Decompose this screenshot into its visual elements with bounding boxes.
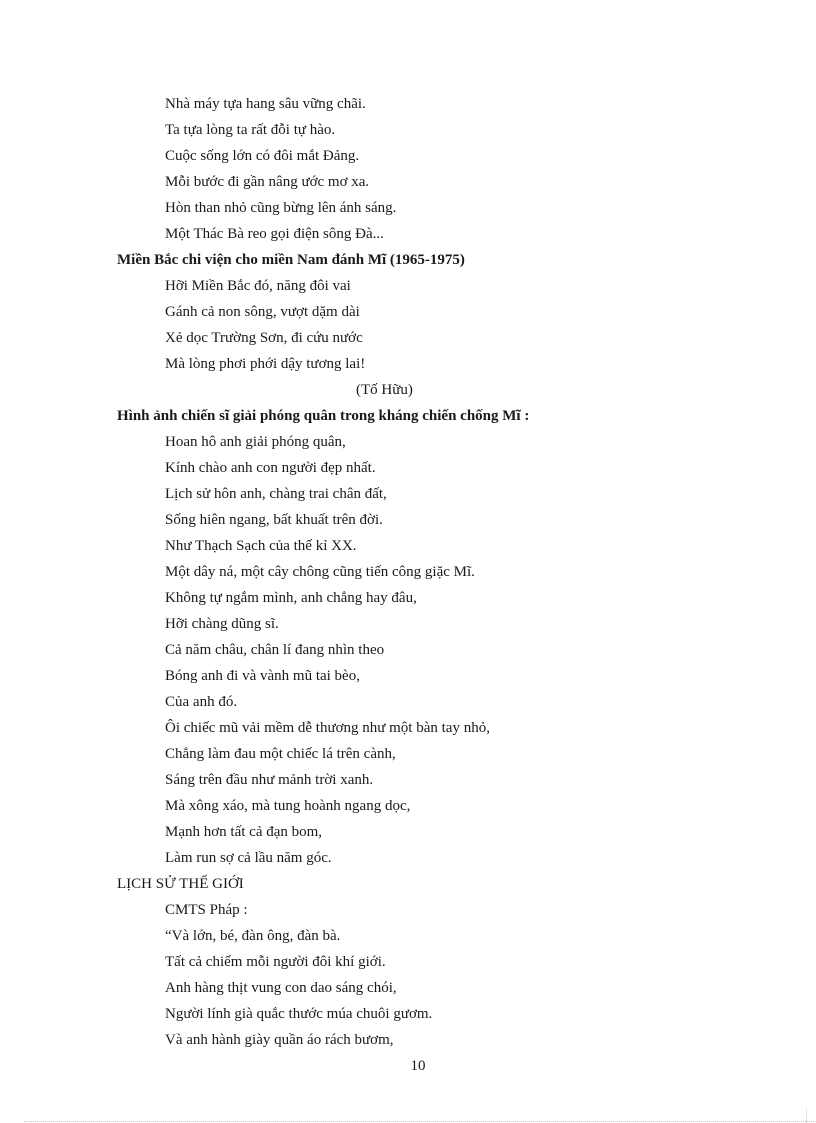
poem-line: Lịch sử hôn anh, chàng trai chân đất, bbox=[165, 486, 387, 502]
poem-line: Mà xông xáo, mà tung hoành ngang dọc, bbox=[165, 798, 411, 814]
poem-line: Ta tựa lòng ta rất đỗi tự hào. bbox=[165, 122, 336, 138]
poem-line: Nhà máy tựa hang sâu vững chãi. bbox=[165, 96, 366, 112]
poem-line: Chẳng làm đau một chiếc lá trên cành, bbox=[165, 746, 396, 762]
poem-line: Hòn than nhỏ cũng bừng lên ánh sáng. bbox=[165, 200, 397, 216]
poem-line: Sáng trên đầu như mảnh trời xanh. bbox=[165, 772, 374, 788]
page-edge-divider bbox=[806, 1108, 807, 1123]
page-number: 10 bbox=[410, 1058, 426, 1074]
poem-line: “Và lớn, bé, đàn ông, đàn bà. bbox=[165, 928, 341, 944]
poem-line: Ôi chiếc mũ vải mềm dễ thương như một bàn tay nhỏ, bbox=[165, 720, 490, 736]
poem-line: Một Thác Bà reo gọi điện sông Đà... bbox=[165, 226, 384, 242]
page-edge-divider bbox=[24, 1121, 816, 1122]
poem-line: Hỡi Miền Bắc đó, năng đôi vai bbox=[165, 278, 351, 294]
poem-line: Và anh hành giày quần áo rách bươm, bbox=[165, 1032, 394, 1048]
poem-line: Mỗi bước đi gần nâng ước mơ xa. bbox=[165, 174, 370, 190]
poem-line: Người lính già quắc thước múa chuôi gươm. bbox=[165, 1006, 433, 1022]
poem-line: Làm run sợ cả lầu năm góc. bbox=[165, 850, 332, 866]
section-heading: Hình ảnh chiến sĩ giải phóng quân trong kháng chiến chống Mĩ : bbox=[117, 408, 530, 424]
poem-line: Gánh cả non sông, vượt dặm dài bbox=[165, 304, 360, 320]
poem-line: Cả năm châu, chân lí đang nhìn theo bbox=[165, 642, 385, 658]
section-heading: Miền Bắc chi viện cho miền Nam đánh Mĩ (1965-1975) bbox=[117, 252, 465, 268]
poem-line: Mà lòng phơi phới dậy tương lai! bbox=[165, 356, 366, 372]
poem-line: Mạnh hơn tất cả đạn bom, bbox=[165, 824, 323, 840]
poem-line: Tất cả chiếm mỗi người đôi khí giới. bbox=[165, 954, 386, 970]
poem-line: Như Thạch Sạch của thế kỉ XX. bbox=[165, 538, 357, 554]
section-heading: LỊCH SỬ THẾ GIỚI bbox=[117, 876, 244, 892]
poem-line: Của anh đó. bbox=[165, 694, 238, 710]
poem-author: (Tố Hữu) bbox=[356, 382, 413, 398]
poem-line: Hỡi chàng dũng sĩ. bbox=[165, 616, 279, 632]
poem-line: Xẻ dọc Trường Sơn, đi cứu nước bbox=[165, 330, 363, 346]
poem-line: Không tự ngắm mình, anh chẳng hay đâu, bbox=[165, 590, 417, 606]
poem-line: Anh hàng thịt vung con dao sáng chói, bbox=[165, 980, 397, 996]
poem-line: Kính chào anh con người đẹp nhất. bbox=[165, 460, 376, 476]
sub-heading: CMTS Pháp : bbox=[165, 902, 248, 918]
poem-line: Sống hiên ngang, bất khuất trên đời. bbox=[165, 512, 383, 528]
poem-line: Hoan hô anh giải phóng quân, bbox=[165, 434, 346, 450]
poem-line: Một dây ná, một cây chông cũng tiến công giặc Mĩ. bbox=[165, 564, 475, 580]
poem-line: Cuộc sống lớn có đôi mắt Đảng. bbox=[165, 148, 360, 164]
poem-line: Bóng anh đi và vành mũ tai bèo, bbox=[165, 668, 360, 684]
